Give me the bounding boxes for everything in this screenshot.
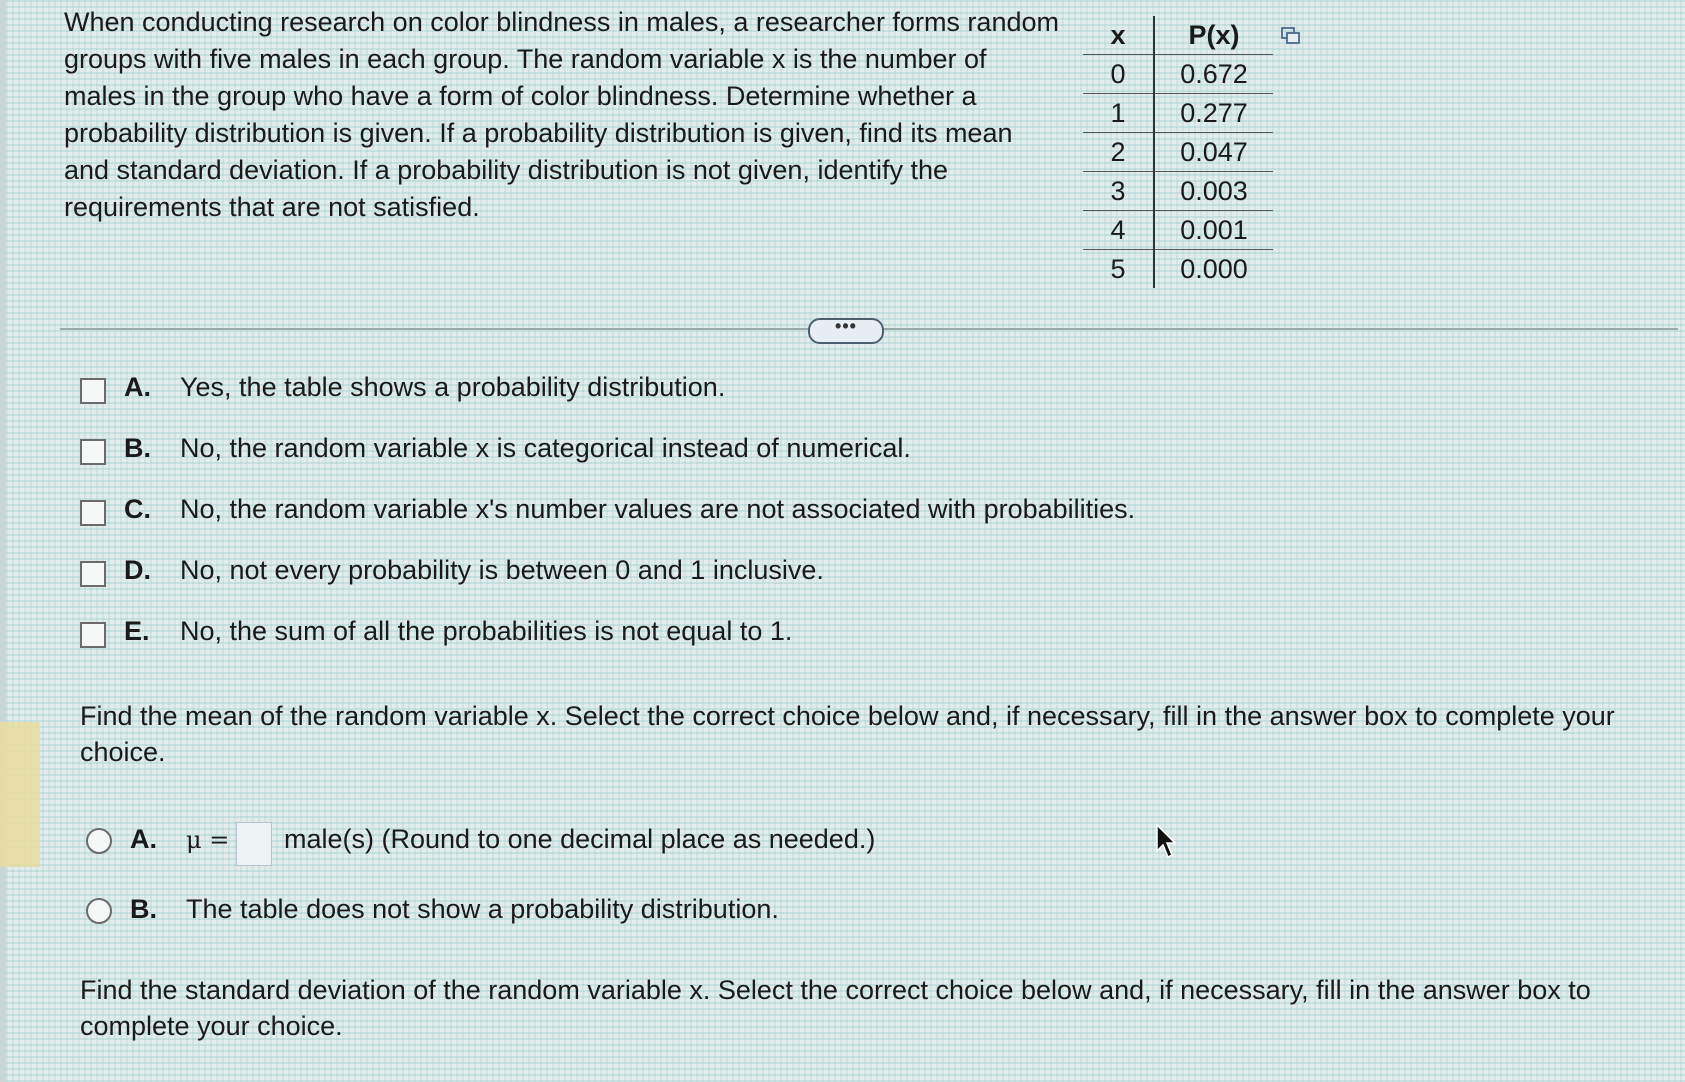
table-cell-px: 0.000 bbox=[1154, 250, 1273, 289]
mean-option-b[interactable] bbox=[86, 892, 1286, 962]
table-cell-px: 0.047 bbox=[1154, 133, 1273, 172]
checkbox-c[interactable] bbox=[80, 500, 106, 526]
option-letter: A. bbox=[130, 824, 157, 854]
mu-symbol: μ = bbox=[186, 826, 230, 854]
option-text: No, not every probability is between 0 and 1 inclusive. bbox=[180, 555, 824, 585]
table-cell-x: 2 bbox=[1083, 133, 1154, 172]
table-row bbox=[1083, 250, 1273, 289]
expand-more-button[interactable]: ••• bbox=[808, 318, 884, 344]
table-row bbox=[1083, 55, 1273, 94]
table-cell-px: 0.003 bbox=[1154, 172, 1273, 211]
option-letter: D. bbox=[124, 555, 151, 585]
option-letter: B. bbox=[124, 433, 151, 463]
option-letter: B. bbox=[130, 894, 157, 924]
table-cell-x: 4 bbox=[1083, 211, 1154, 250]
table-cell-x: 3 bbox=[1083, 172, 1154, 211]
part1-choices bbox=[80, 368, 1480, 673]
option-letter: A. bbox=[124, 372, 151, 402]
table-header-px: P(x) bbox=[1154, 16, 1273, 55]
mean-option-a[interactable] bbox=[86, 822, 1286, 892]
sd-prompt: Find the standard deviation of the random variable x. Select the correct choice below and, if necessary, fill in the answer box to complete your choice. bbox=[80, 975, 1591, 1041]
checkbox-e[interactable] bbox=[80, 622, 106, 648]
table-cell-x: 5 bbox=[1083, 250, 1154, 289]
mouse-pointer-icon bbox=[1155, 823, 1181, 861]
table-header-row bbox=[1083, 16, 1273, 55]
checkbox-a[interactable] bbox=[80, 378, 106, 404]
table-row bbox=[1083, 94, 1273, 133]
option-text: No, the sum of all the probabilities is not equal to 1. bbox=[180, 616, 793, 646]
option-text: No, the random variable x is categorical instead of numerical. bbox=[180, 433, 911, 463]
option-b[interactable] bbox=[80, 429, 1480, 490]
checkbox-d[interactable] bbox=[80, 561, 106, 587]
radio-a[interactable] bbox=[86, 828, 112, 854]
option-d[interactable] bbox=[80, 551, 1480, 612]
part2-choices bbox=[86, 822, 1286, 962]
highlight-marker bbox=[0, 722, 40, 867]
question-text: When conducting research on color blindness in males, a researcher forms random groups with five males in each group. The random variable x is the number of males in the group who have a form of color blindness. Determine whether a probability distribution is given. If a probability distribution is given, find its mean and standard deviation. If a probability distribution is not given, identify the requirements that are not satisfied. bbox=[64, 7, 1059, 222]
radio-b[interactable] bbox=[86, 898, 112, 924]
table-row bbox=[1083, 172, 1273, 211]
option-letter: E. bbox=[124, 616, 150, 646]
table-cell-x: 0 bbox=[1083, 55, 1154, 94]
option-text: No, the random variable x's number values are not associated with probabilities. bbox=[180, 494, 1136, 524]
table-cell-x: 1 bbox=[1083, 94, 1154, 133]
copy-table-icon[interactable] bbox=[1280, 26, 1302, 46]
option-c[interactable] bbox=[80, 490, 1480, 551]
mean-answer-input[interactable] bbox=[236, 822, 272, 866]
left-edge bbox=[0, 0, 6, 1082]
table-cell-px: 0.001 bbox=[1154, 211, 1273, 250]
option-text: Yes, the table shows a probability distribution. bbox=[180, 372, 726, 402]
checkbox-b[interactable] bbox=[80, 439, 106, 465]
mean-prompt: Find the mean of the random variable x. Select the correct choice below and, if necessary, fill in the answer box to complete your choice. bbox=[80, 701, 1615, 767]
option-text: The table does not show a probability distribution. bbox=[186, 894, 779, 924]
mean-unit-text: male(s) (Round to one decimal place as needed.) bbox=[284, 824, 876, 854]
table-cell-px: 0.672 bbox=[1180, 58, 1248, 89]
probability-table bbox=[1083, 16, 1273, 288]
table-row bbox=[1083, 133, 1273, 172]
option-a[interactable] bbox=[80, 368, 1480, 429]
table-header-x: x bbox=[1083, 16, 1154, 55]
table-row bbox=[1083, 211, 1273, 250]
option-letter: C. bbox=[124, 494, 151, 524]
option-e[interactable] bbox=[80, 612, 1480, 673]
table-cell-px: 0.277 bbox=[1154, 94, 1273, 133]
